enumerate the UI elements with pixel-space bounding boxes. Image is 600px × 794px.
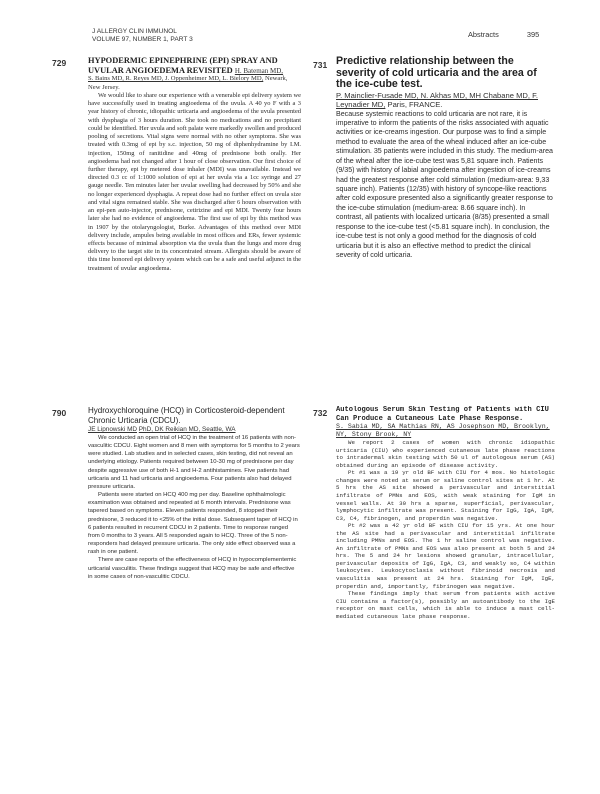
abstract-authors-line bbox=[336, 423, 555, 439]
abstract-authors: P. Mainclier-Fusade MD, N. Akhas MD, MH Chabane MD, F. Leynadier MD, bbox=[336, 90, 539, 110]
abstract-location: Newark, New Jersey. bbox=[88, 75, 288, 91]
abstract-paragraph: We report 2 cases of women with chronic idiopathic urticaria (CIU) who experienced cutaneous late phase reactions to intradermal skin testing with 50 ul of autologous serum (AS) obtained during an episode of disease activity. bbox=[336, 439, 555, 469]
abstract-paragraph: Pt #1 was a 19 yr old BF with CIU for 4 mos. No histologic changes were noted at serum or saline control sites at 1 hr. At 5 hrs the AS site showed a perivascular and interstitial infiltrate of PMNs and EOS, with weak staining for IgM in vessel walls. At 30 hrs a sparse, superficial, perivascular, lymphocytic infiltrate was present. Staining for IgG, IgA, IgM, C3, C4, fibrinogen, and properdin was negative. bbox=[336, 469, 555, 522]
abstract-location: Paris, FRANCE. bbox=[387, 100, 443, 110]
abstract-number: 731 bbox=[313, 60, 328, 70]
journal-volume: VOLUME 97, NUMBER 1, PART 3 bbox=[92, 36, 193, 43]
abstract-authors-cont: S. Bains MD, R. Reyes MD, J. Oppenheimer MD, L. Bielory MD, Newark, New Jersey. bbox=[88, 75, 288, 91]
abstract-paragraph: We conducted an open trial of HCQ in the treatment of 16 patients with non-vasculitic CDCU. Eight women and 8 men with symptoms for 5 months to 2 years were studied. Lab studies and in selected cases, skin testing, did not reveal an underlying etiology. Patients required between 10-30 mg of prednisone per day despite aggressive use of both H-1 and H-2 antihistamines. Five patients had urticaria and 11 had urticaria and angioedema. Four patients also had delayed pressure urticaria. bbox=[88, 435, 300, 490]
abstract-title: Hydroxychloroquine (HCQ) in Corticosteroid-dependent Chronic Urticaria (CDCU). bbox=[88, 406, 285, 425]
abstract-authors-line bbox=[336, 91, 553, 110]
abstract-authors-cont: PhD, DK Reikian MD, Seattle, WA bbox=[138, 426, 236, 433]
abstract-paragraph: These findings imply that serum from patients with active CIU contains a factor(s), possibly an autoantibody to the IgE receptor on mast cells, which is able to induce a mast cell-mediated cutaneous late phase response. bbox=[336, 590, 555, 620]
abstract-title: HYPODERMIC EPINEPHRINE (EPI) SPRAY AND UVULAR ANGIOEDEMA REVISITED H. Bateman MD, bbox=[88, 56, 284, 75]
abstract-body: We would like to share our experience with a venerable epi delivery system we have successfully used in treating angioedema of the uvula. A 40 yo F with a 3 year history of chronic, idiopathic urticaria and angioedema of the uvula presented with dysphagia of 3 hours duration. She took no medications and no precipitant could be identified. Her uvula and soft palate were markedly swollen and produced pooling of secretions. Vital signs were normal with no other symptoms. She was treated with 0.3mg of epi by s.c. injection, 50 mg of diphenhydramine by I.M. injection, 150mg of ranitidine and 40mg of prednisone both orally. Her angioedema had not changed after 1 hour of close observation. Our first choice of further therapy, epi by metered dose inhaler (MDI) was unavailable. Instead we directed 0.3 cc of 1:1000 solution of epi at her uvula via a 1cc syringe and 27 gauge needle. Ten minutes later her uvular swelling had decreased by 50% and she no longer experienced dysphagia. A repeat dose had no further effect on uvula size and vital signs remained stable. She was discharged after 6 hours observation with an epi-pen auto-injector, prednisone, cetirizine and epi MDI. Twenty four hours later she had no evidence of angioedema. The first use of epi by this method was in 1907 by the otolaryngologist, Burke. Advantages of this method over MDI delivery include, ampules being available in most offices and ERs, fewer systemic effects because of minimal absorption via the uvula than the lungs and more drug delivery to the target site in its concentrated stream. Allergists should be aware of this time honored epi delivery system which can be a safe and useful adjunct in the treatment of uvular angioedema. bbox=[88, 92, 301, 272]
abstract-paragraph: There are case reports of the effectiveness of HCQ in hypocomplementemic urticarial vasculitis. These findings suggest that HCQ may be safe and effective in some cases of non-vasculitic CDCU. bbox=[88, 557, 297, 580]
journal-name: J ALLERGY CLIN IMMUNOL bbox=[92, 28, 177, 35]
abstract-authors: H. Bateman MD, bbox=[234, 66, 284, 75]
abstract-body: Because systemic reactions to cold urticaria are not rare, it is imperative to inform the patients of the risks associated with aquatic activities or ice-creams ingestion. Our purpose was to find a simple method to evaluate the area of the wheal induced after an ice-cube stimulation. 35 patients were included in this study. The medium-area of the wheal after the ice-cube test was 5,81 square inch. Patients (9/35) with history of labial angioedema after ingestion of ice-creams had the greatest response after cold stimulation (medium-area: 9,33 square inch). Patients (12/35) with history of syncope-like reactions after cold exposure presented also a significantly greater response to the ice-cube stimulation (medium-area: 8.66 square inch). In contrast, all patients with localized urticaria (8/35) presented a small response to the ice-cube test (<5.81 square inch). In conclusion, the ice-cube test is not only a good method for the diagnosis of cold urticaria but it is also an effective method to predict the clinical severity of cold urticaria. bbox=[336, 109, 553, 259]
abstract-authors: S. Sabia MD, SA Mathias RN, AS Josephson MD, Brooklyn, NY, Stony Brook, NY bbox=[336, 423, 550, 439]
section-header bbox=[468, 30, 539, 39]
abstract-title: Autologous Serum Skin Testing of Patients with CIU Can Produce a Cutaneous Late Phase Response. bbox=[336, 406, 549, 423]
abstract-authors-line bbox=[88, 426, 300, 434]
abstract-729 bbox=[88, 56, 301, 416]
abstract-731 bbox=[336, 56, 553, 356]
abstract-number: 790 bbox=[52, 408, 67, 418]
abstract-title: Predictive relationship between the severity of cold urticaria and the area of the ice-cube test. bbox=[336, 56, 537, 91]
abstract-790 bbox=[88, 406, 300, 746]
abstract-number: 732 bbox=[313, 408, 328, 418]
abstract-authors: JE Lipnowski MD bbox=[88, 426, 138, 433]
abstract-732 bbox=[336, 406, 555, 766]
page-number: 395 bbox=[526, 30, 540, 39]
abstract-number: 729 bbox=[52, 58, 67, 68]
abstract-paragraph: Pt #2 was a 42 yr old BF with CIU for 15 yrs. At one hour the AS site had a perivascular and interstitial infiltrate including PMNs and EOS. The 1 hr saline control was negative. An infiltrate of PMNs and EOS was also present at both 5 and 24 hrs. The 5 and 24 hr lesions showed granular, intracellular, perivascular deposits of IgG, IgA, C3, and weakly so, C4 within leukocytes. Leukocytoclasis without fibrinoid necrosis and vasculitis was present at 24 hrs. Staining for IgM, IgE, properdin and, importantly, fibrinogen was negative. bbox=[336, 522, 555, 590]
running-header bbox=[92, 28, 193, 44]
section-title: Abstracts bbox=[468, 30, 499, 39]
abstract-paragraph: Patients were started on HCQ 400 mg per day. Baseline ophthalmologic examination was obtained and repeated at 6 month intervals. Prednisone was tapered based on symptoms. Eleven patients responded, 8 stopped their prednisone, 3 reduced it to <25% of the initial dose. Subsequent taper of HCQ in 6 patients resulted in recurrent CDCU in 2 patients. Time to response ranged from 0 months to 3 years. All 5 responded again to HCQ. Three of the 5 non-responders had delayed pressure urticaria. The only side effect observed was a rash in one patient. bbox=[88, 492, 298, 556]
